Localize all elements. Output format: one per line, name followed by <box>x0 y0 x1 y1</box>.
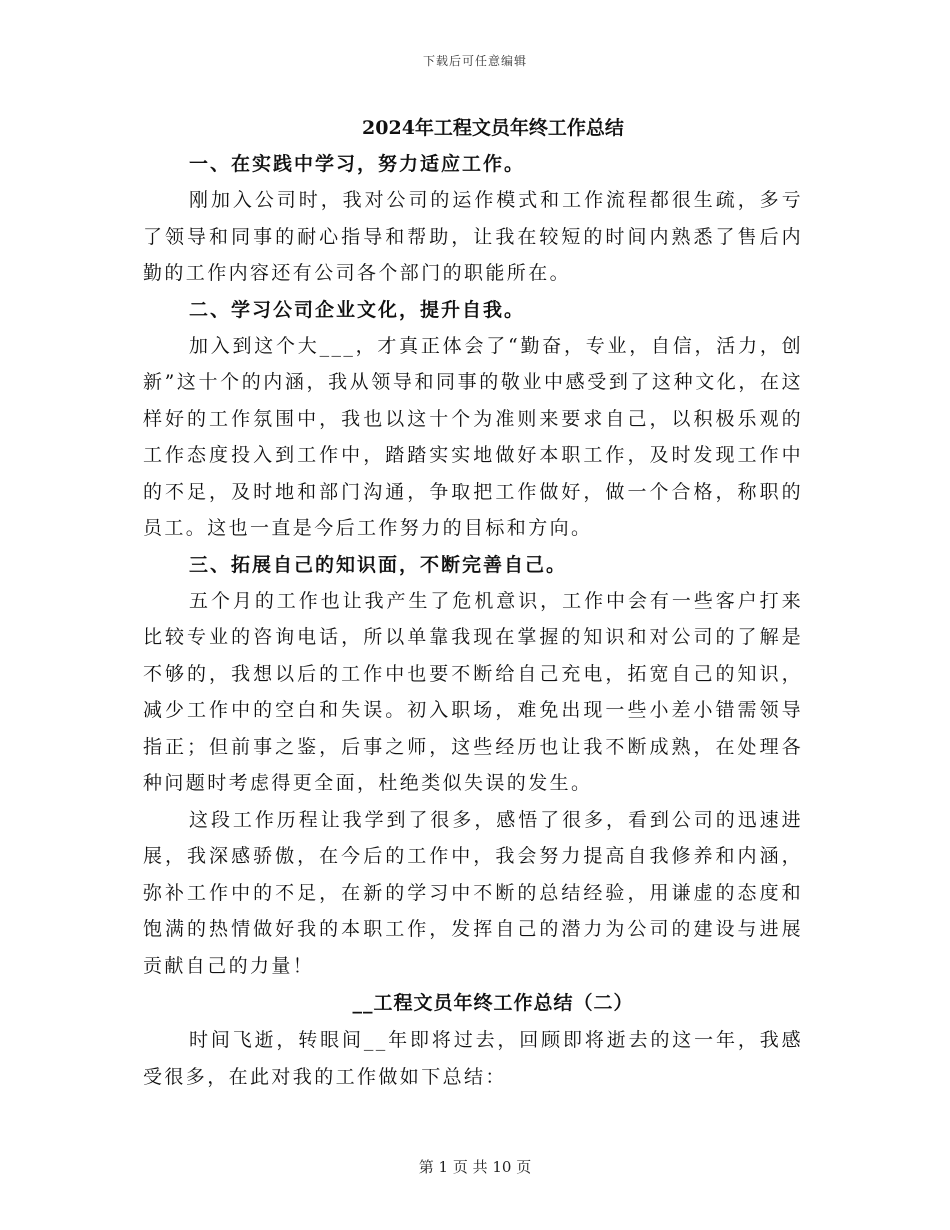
section-2-paragraph: 加入到这个大___，才真正体会了“勤奋，专业，自信，活力，创新”这十个的内涵，我从领导和同事的敬业中感受到了这种文化，在这样好的工作氛围中，我也以这十个为准则来要求自己，以积极乐观的工作态度投入到工作中，踏踏实实地做好本职工作，及时发现工作中的不足，及时地和部门沟通，争取把工作做好，做一个合格，称职的员工。这也一直是今后工作努力的目标和方向。 <box>143 334 803 539</box>
header-note: 下载后可任意编辑 <box>422 54 527 68</box>
section-3-paragraph-1: 五个月的工作也让我产生了危机意识，工作中会有一些客户打来比较专业的咨询电话，所以单靠我现在掌握的知识和对公司的了解是不够的，我想以后的工作中也要不断给自己充电，拓宽自己的知识，减少工作中的空白和失误。初入职场，难免出现一些小差小错需领导指正；但前事之鉴，后事之师，这些经历也让我不断成熟，在处理各种问题时考虑得更全面，杜绝类似失误的发生。 <box>143 589 803 794</box>
section-heading-3: 三、拓展自己的知识面，不断完善自己。 <box>189 553 568 576</box>
second-document-title: __工程文员年终工作总结（二） <box>352 992 634 1014</box>
page-footer: 第 1 页 共 10 页 <box>418 1158 532 1176</box>
document-body <box>143 110 803 1095</box>
section-1-paragraph: 刚加入公司时，我对公司的运作模式和工作流程都很生疏，多亏了领导和同事的耐心指导和帮助，让我在较短的时间内熟悉了售后内勤的工作内容还有公司各个部门的职能所在。 <box>143 189 803 284</box>
section-3-paragraph-2: 这段工作历程让我学到了很多，感悟了很多，看到公司的迅速进展，我深感骄傲，在今后的工作中，我会努力提高自我修养和内涵，弥补工作中的不足，在新的学习中不断的总结经验，用谦虚的态度和饱满的热情做好我的本职工作，发挥自己的潜力为公司的建设与进展贡献自己的力量！ <box>143 808 803 977</box>
section-heading-1: 一、在实践中学习，努力适应工作。 <box>189 153 526 175</box>
section-heading-2: 二、学习公司企业文化，提升自我。 <box>189 298 526 321</box>
document-title: 2024年工程文员年终工作总结 <box>362 117 624 139</box>
second-intro-paragraph: 时间飞逝，转眼间__年即将过去，回顾即将逝去的这一年，我感受很多，在此对我的工作做如下总结： <box>143 1029 803 1088</box>
